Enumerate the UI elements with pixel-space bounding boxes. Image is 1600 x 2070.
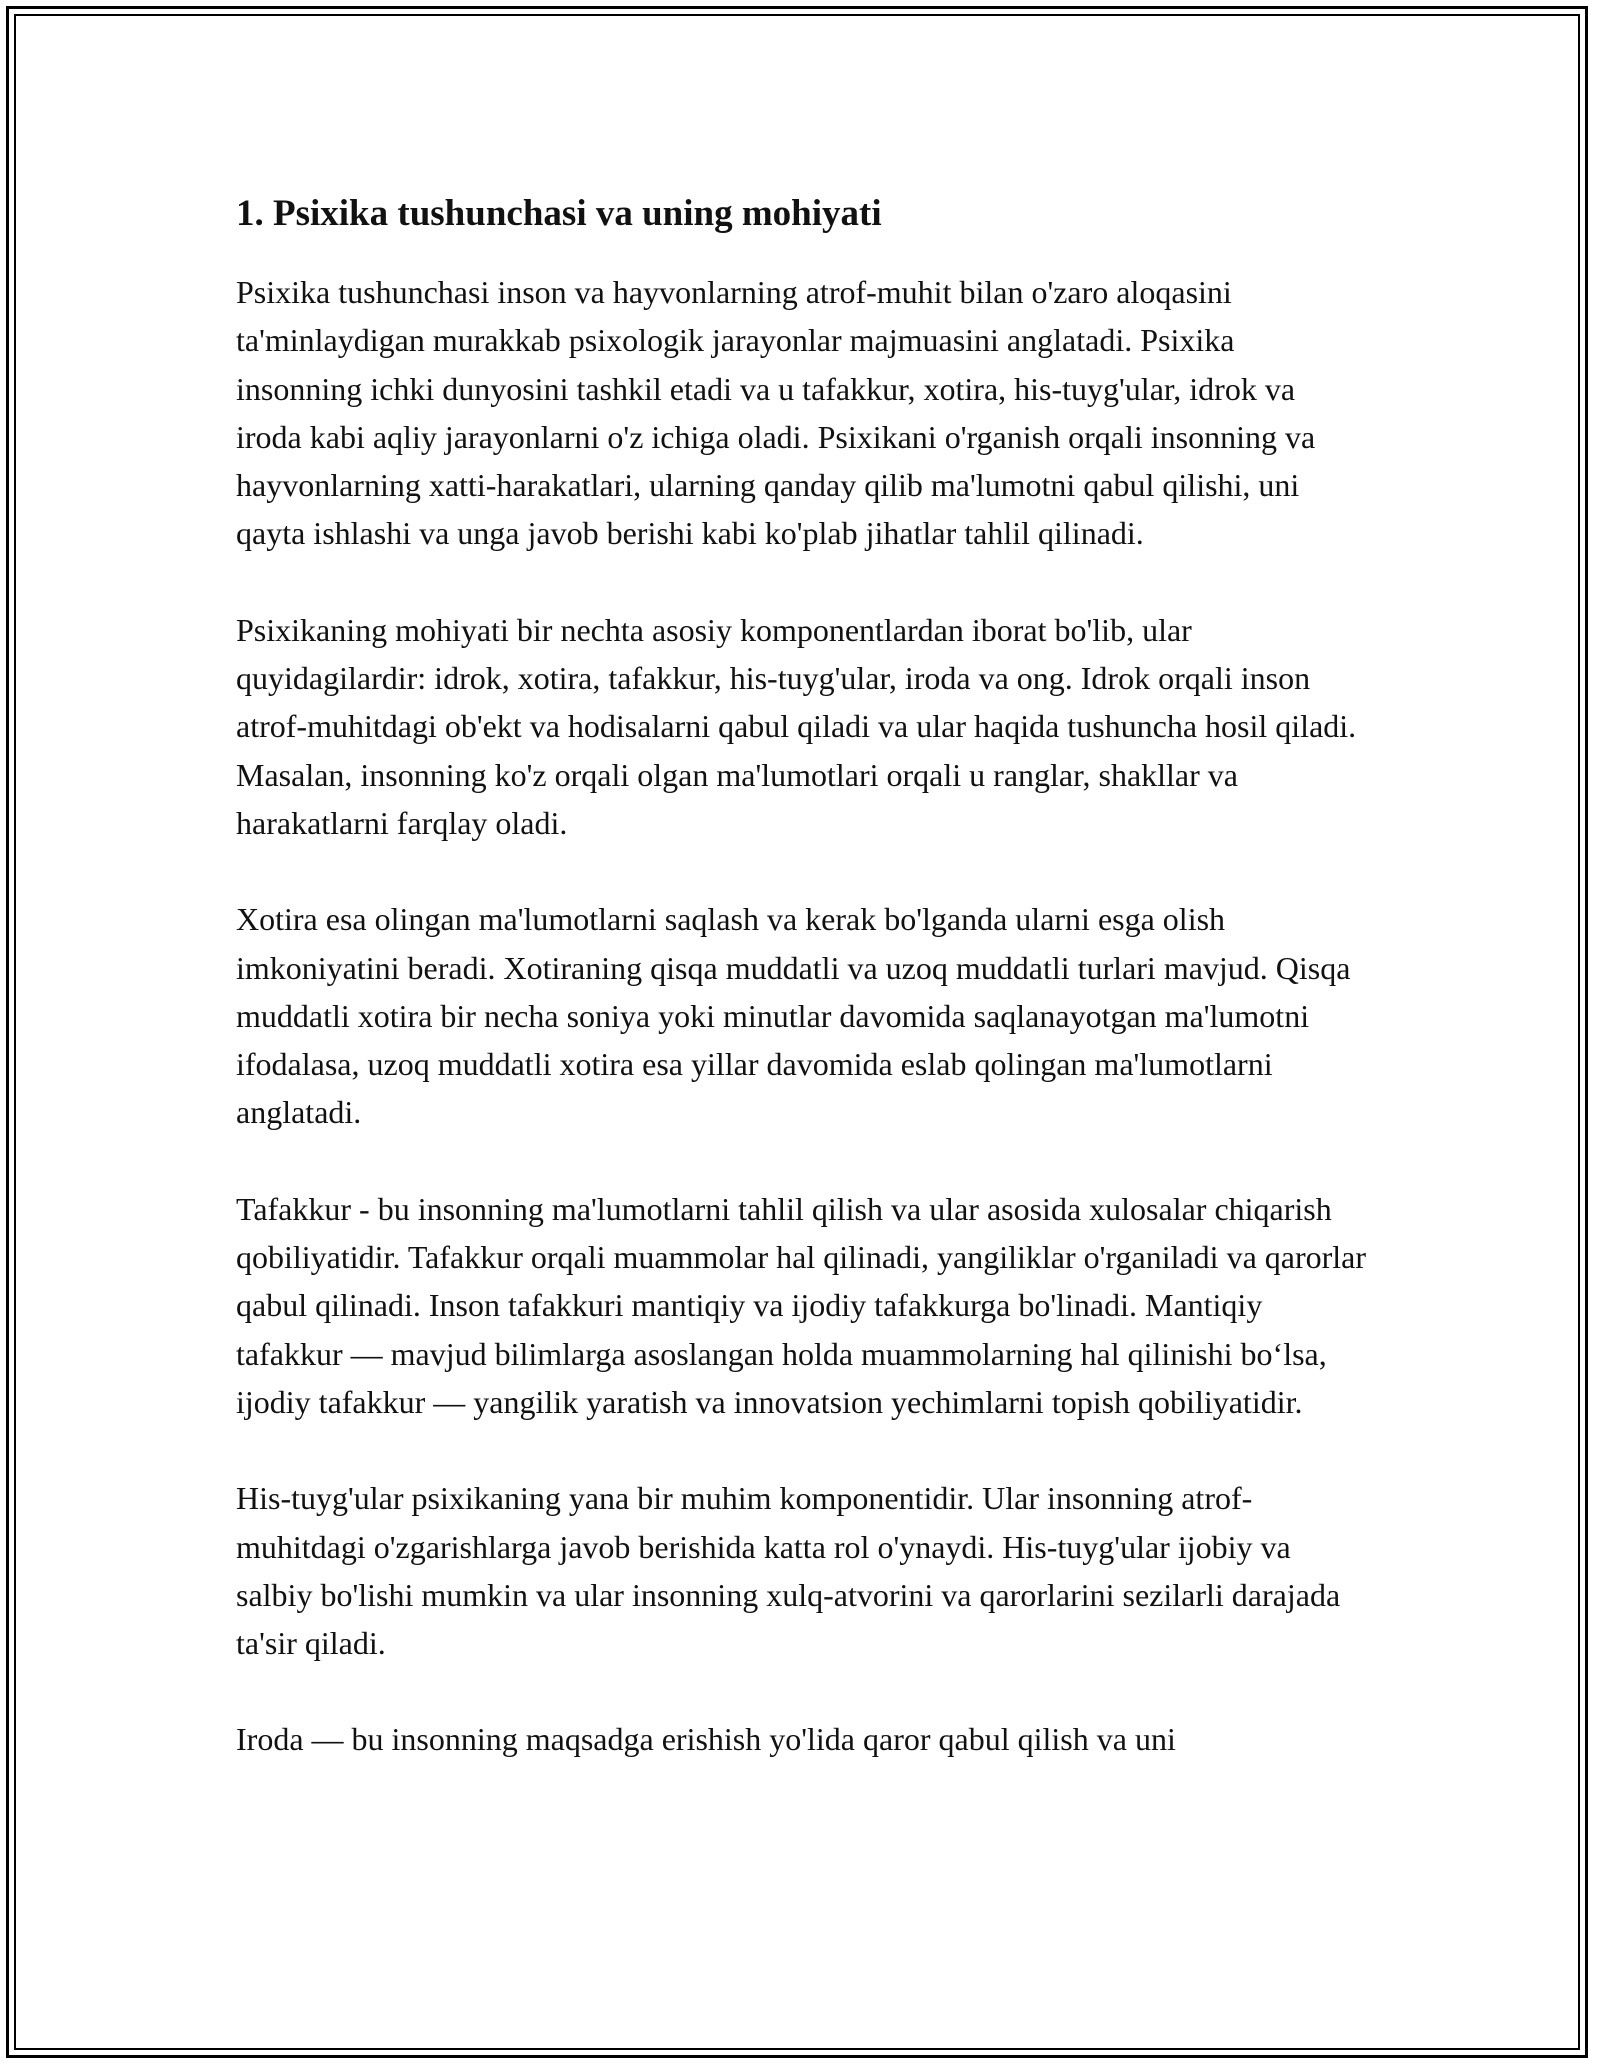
paragraph-psixika-components: Psixikaning mohiyati bir nechta asosiy komponentlardan iborat bo'lib, ular quyidagilardir: idrok, xotira, tafakkur, his-tuyg'ular, iroda va ong. Idrok orqali inson atrof-muhitdagi ob'ekt va hodisalarni qabul qiladi va ular haqida tushuncha hosil qiladi. Masalan, insonning ko'z orqali olgan ma'lumotlari orqali u ranglar, shakllar va harakatlarni farqlay oladi. bbox=[236, 611, 1357, 841]
paragraph-xotira: Xotira esa olingan ma'lumotlarni saqlash va kerak bo'lganda ularni esga olish imkoniyatini beradi. Xotiraning qisqa muddatli va uzoq muddatli turlari mavjud. Qisqa muddatli xotira bir necha soniya yoki minutlar davomida saqlanayotgan ma'lumotni ifodalasa, uzoq muddatli xotira esa yillar davomida eslab qolingan ma'lumotlarni anglatadi. bbox=[236, 901, 1351, 1131]
document-body bbox=[236, 186, 1368, 1812]
paragraph-his-tuygular: His-tuyg'ular psixikaning yana bir muhim komponentidir. Ular insonning atrof-muhitdagi o'zgarishlarga javob berishida katta rol o'ynaydi. His-tuyg'ular ijobiy va salbiy bo'lishi mumkin va ular insonning xulq-atvorini va qarorlarini sezilarli darajada ta'sir qiladi. bbox=[236, 1480, 1341, 1662]
section-heading: 1. Psixika tushunchasi va uning mohiyati bbox=[236, 193, 882, 234]
paragraph-psixika-definition: Psixika tushunchasi inson va hayvonlarning atrof-muhit bilan o'zaro aloqasini ta'minlaydigan murakkab psixologik jarayonlar majmuasini anglatadi. Psixika insonning ichki dunyosini tashkil etadi va u tafakkur, xotira, his-tuyg'ular, idrok va iroda kabi aqliy jarayonlarni o'z ichiga oladi. Psixikani o'rganish orqali insonning va hayvonlarning xatti-harakatlari, ularning qanday qilib ma'lumotni qabul qilishi, uni qayta ishlashi va unga javob berishi kabi ko'plab jihatlar tahlil qilinadi. bbox=[236, 274, 1316, 552]
paragraph-iroda: Iroda — bu insonning maqsadga erishish yo'lida qaror qabul qilish va uni bbox=[236, 1721, 1176, 1758]
paragraph-tafakkur: Tafakkur - bu insonning ma'lumotlarni tahlil qilish va ular asosida xulosalar chiqarish qobiliyatidir. Tafakkur orqali muammolar hal qilinadi, yangiliklar o'rganiladi va qarorlar qabul qilinadi. Inson tafakkuri mantiqiy va ijodiy tafakkurga bo'linadi. Mantiqiy tafakkur — mavjud bilimlarga asoslangan holda muammolarning hal qilinishi bo‘lsa, ijodiy tafakkur — yangilik yaratish va innovatsion yechimlarni topish qobiliyatidir. bbox=[236, 1190, 1367, 1420]
